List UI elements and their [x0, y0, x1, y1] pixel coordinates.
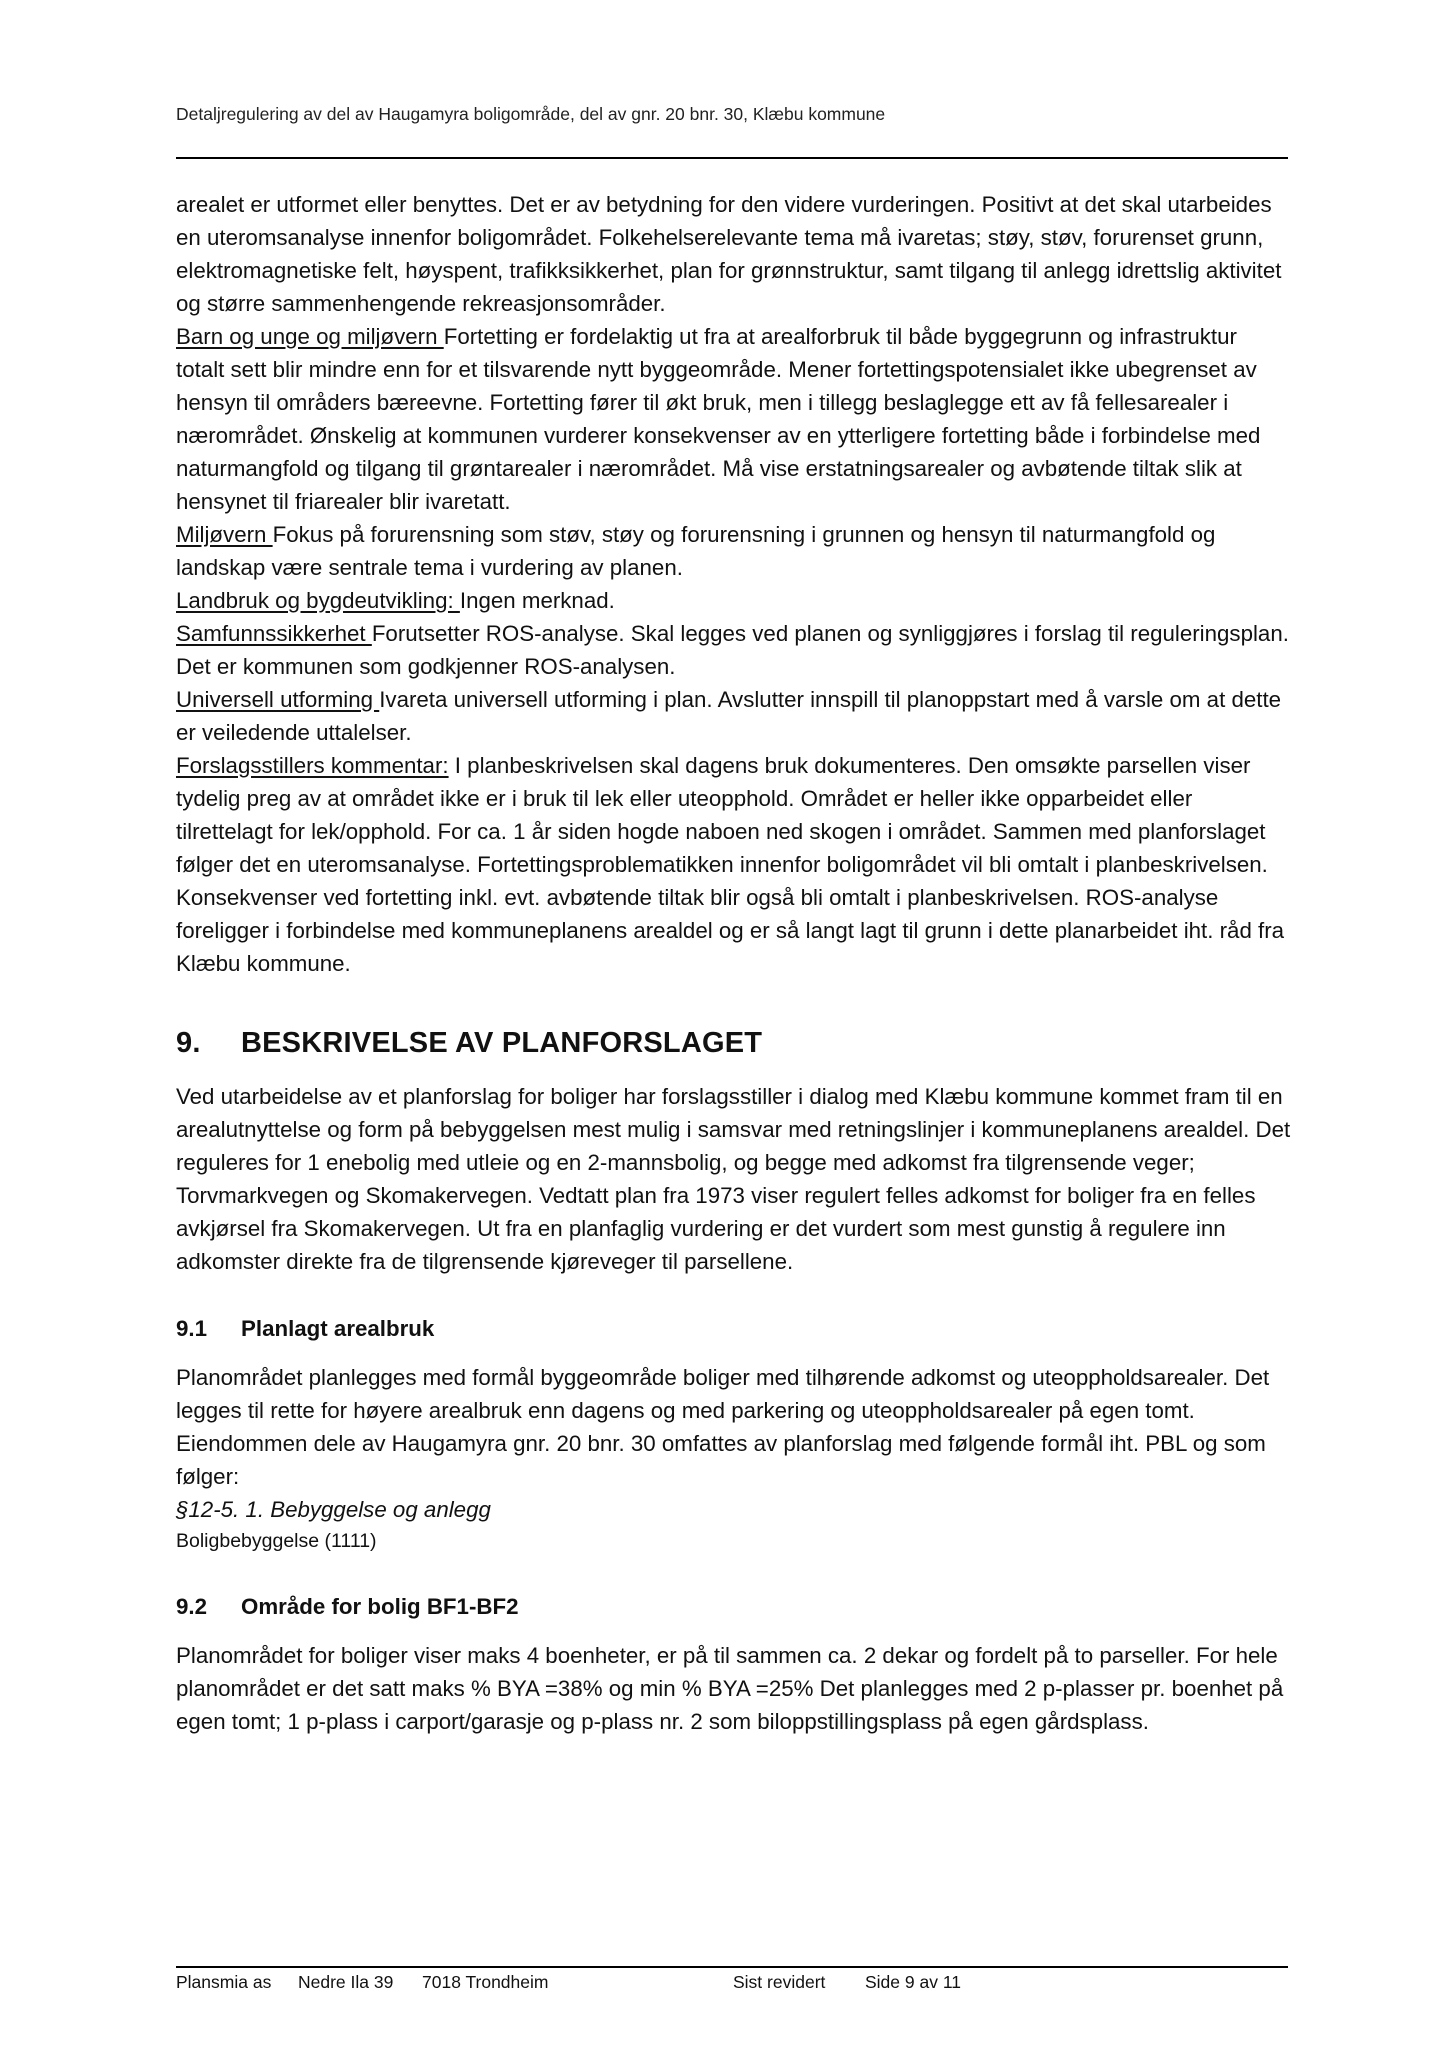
section-9-1-paragraph: Planområdet planlegges med formål byggeområde boliger med tilhørende adkomst og uteoppholdsarealer. Det legges til rette for høyere arealbruk enn dagens og med parkering og uteoppholdsarealer på egen tomt. Eiendommen dele av Haugamyra gnr. 20 bnr. 30 omfattes av planforslag med følgende formål iht. PBL og som følger: [176, 1365, 1270, 1489]
footer-page-number: Side 9 av 11 [865, 1972, 961, 1992]
document-body [176, 188, 1291, 1738]
topic-label: Barn og unge og miljøvern [176, 324, 444, 349]
topic-label: Miljøvern [176, 522, 273, 547]
section-9-2-paragraph: Planområdet for boliger viser maks 4 boenheter, er på til sammen ca. 2 dekar og fordelt på to parseller. For hele planområdet er det satt maks % BYA =38% og min % BYA =25% Det planlegges med 2 p-plasser pr. boenhet på egen tomt; 1 p-plass i carport/garasje og p-plass nr. 2 som biloppstillingsplass på egen gårdsplass. [176, 1643, 1284, 1734]
topic-text: I planbeskrivelsen skal dagens bruk dokumenteres. Den omsøkte parsellen viser tydelig preg av at området ikke er i bruk til lek eller uteopphold. Området er heller ikke opparbeidet eller tilrettelagt for lek/opphold. For ca. 1 år siden hogde naboen ned skogen i området. Sammen med planforslaget følger det en uteromsanalyse. Fortettingsproblematikken innenfor boligområdet vil bli omtalt i planbeskrivelsen. Konsekvenser ved fortetting inkl. evt. avbøtende tiltak blir også bli omtalt i planbeskrivelsen. ROS-analyse foreligger i forbindelse med kommuneplanens arealdel og er så langt lagt til grunn i dette planarbeidet iht. råd fra Klæbu kommune. [176, 753, 1285, 976]
topic-landbruk [176, 584, 1291, 617]
topic-text: Ingen merknad. [459, 588, 615, 613]
header-rule [176, 157, 1288, 159]
topic-text: Fortetting er fordelaktig ut fra at arealforbruk til både byggegrunn og infrastruktur totalt sett blir mindre enn for et tilsvarende nytt byggeområde. Mener fortettingspotensialet ikke ubegrenset av hensyn til områders bæreevne. Fortetting fører til økt bruk, men i tillegg beslaglegge ett av få fellesarealer i nærområdet. Ønskelig at kommunen vurderer konsekvenser av en ytterligere fortetting både i forbindelse med naturmangfold og tilgang til grøntarealer i nærområdet. Må vise erstatningsarealer og avbøtende tiltak slik at hensynet til friarealer blir ivaretatt. [176, 324, 1261, 514]
topic-label: Forslagsstillers kommentar: [176, 753, 449, 778]
footer-street: Nedre Ila 39 [298, 1972, 394, 1992]
section-title: Område for bolig BF1-BF2 [241, 1594, 519, 1619]
topic-label: Universell utforming [176, 687, 380, 712]
section-9-1-heading [176, 1312, 1291, 1345]
section-reference: §12-5. 1. Bebyggelse og anlegg [176, 1497, 491, 1522]
topic-samfunnssikkerhet [176, 617, 1291, 683]
topic-text: Fokus på forurensning som støv, støy og forurensning i grunnen og hensyn til naturmangfold og landskap være sentrale tema i vurdering av planen. [176, 522, 1216, 580]
topic-text: Forutsetter ROS-analyse. Skal legges ved planen og synliggjøres i forslag til reguleringsplan. Det er kommunen som godkjenner ROS-analysen. [176, 621, 1289, 679]
zone-item: Boligbebyggelse (1111) [176, 1530, 377, 1552]
topic-universell-utforming [176, 683, 1291, 749]
footer-city: 7018 Trondheim [422, 1972, 549, 1992]
section-9-heading [176, 1023, 1291, 1063]
footer-rule [176, 1966, 1288, 1968]
page-header: Detaljregulering av del av Haugamyra boligområde, del av gnr. 20 bnr. 30, Klæbu kommune [176, 104, 886, 124]
topic-label: Landbruk og bygdeutvikling: [176, 588, 460, 613]
section-title: BESKRIVELSE AV PLANFORSLAGET [241, 1027, 763, 1059]
section-title: Planlagt arealbruk [241, 1316, 435, 1341]
section-9-paragraph: Ved utarbeidelse av et planforslag for boliger har forslagsstiller i dialog med Klæbu kommune kommet fram til en arealutnyttelse og form på bebyggelsen mest mulig i samsvar med retningslinjer i kommuneplanens arealdel. Det reguleres for 1 enebolig med utleie og en 2-mannsbolig, og begge med adkomst fra tilgrensende veger; Torvmarkvegen og Skomakervegen. Vedtatt plan fra 1973 viser regulert felles adkomst for boliger fra en felles avkjørsel fra Skomakervegen. Ut fra en planfaglig vurdering er det vurdert som mest gunstig å regulere inn adkomster direkte fra de tilgrensende kjøreveger til parsellene. [176, 1084, 1291, 1274]
topic-forslagsstiller [176, 749, 1291, 980]
section-number: 9.2 [176, 1594, 207, 1619]
topic-label: Samfunnssikkerhet [176, 621, 372, 646]
intro-paragraph: arealet er utformet eller benyttes. Det er av betydning for den videre vurderingen. Positivt at det skal utarbeides en uteromsanalyse innenfor boligområdet. Folkehelserelevante tema må ivaretas; støy, støv, forurenset grunn, elektromagnetiske felt, høyspent, trafikksikkerhet, plan for grønnstruktur, samt tilgang til anlegg idrettslig aktivitet og større sammenhengende rekreasjonsområder. [176, 192, 1282, 316]
topic-text: Ivareta universell utforming i plan. Avslutter innspill til planoppstart med å varsle om at dette er veiledende uttalelser. [176, 687, 1282, 745]
section-number: 9.1 [176, 1316, 207, 1341]
section-number: 9. [176, 1027, 201, 1059]
footer-revised: Sist revidert [733, 1972, 826, 1992]
topic-barn-og-unge [176, 320, 1291, 518]
topic-miljovern [176, 518, 1291, 584]
section-9-2-heading [176, 1590, 1291, 1623]
footer-company: Plansmia as [176, 1972, 272, 1992]
